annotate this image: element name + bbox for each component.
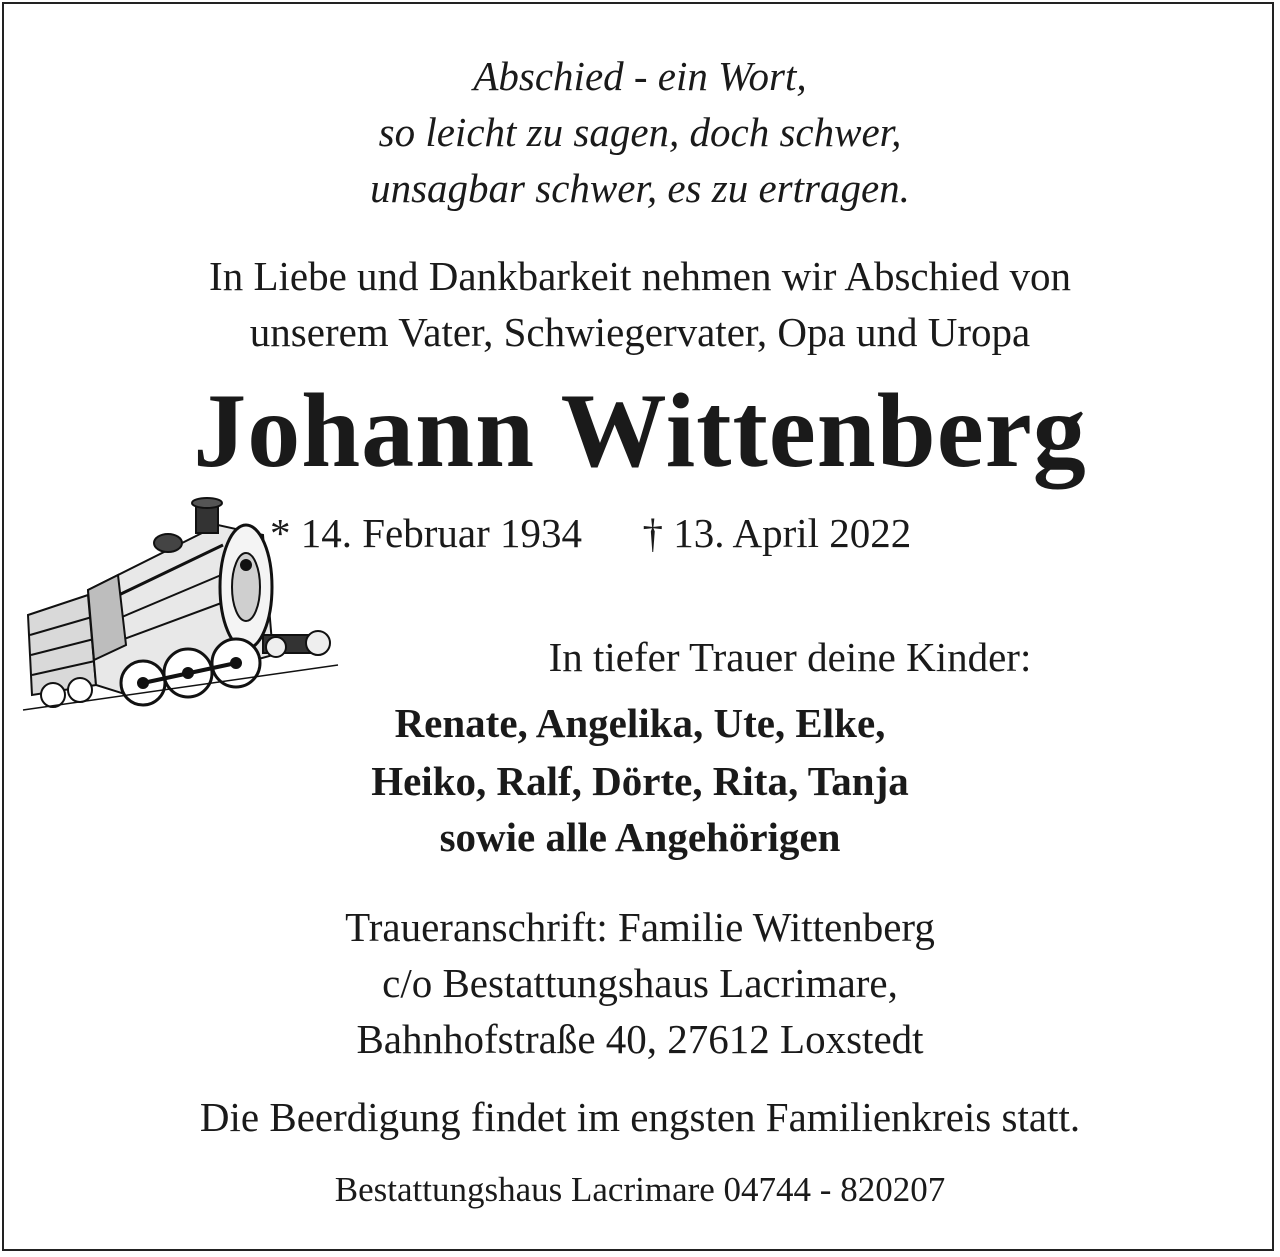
intro-line-2: unserem Vater, Schwiegervater, Opa und Uropa (249, 309, 1031, 355)
mourners-heading: In tiefer Trauer deine Kinder: (548, 634, 1032, 680)
death-date: † 13. April 2022 (642, 510, 912, 556)
address-line-1: Traueranschrift: Familie Wittenberg (345, 904, 935, 950)
mourners-line-2: Heiko, Ralf, Dörte, Rita, Tanja (371, 758, 909, 804)
burial-notice: Die Beerdigung findet im engsten Familienkreis statt. (199, 1094, 1081, 1140)
deceased-name: Johann Wittenberg (193, 372, 1087, 489)
mourners-line-3: sowie alle Angehörigen (439, 814, 841, 860)
poem-line-1: Abschied - ein Wort, (473, 53, 807, 99)
funeral-home-contact: Bestattungshaus Lacrimare 04744 - 820207 (334, 1170, 946, 1209)
steam-locomotive-icon (18, 495, 348, 725)
intro-line-1: In Liebe und Dankbarkeit nehmen wir Abschied von (209, 253, 1071, 299)
mourners-line-1: Renate, Angelika, Ute, Elke, (394, 700, 886, 746)
birth-date: * 14. Februar 1934 (270, 510, 583, 556)
poem-line-2: so leicht zu sagen, doch schwer, (378, 109, 902, 155)
address-line-2: c/o Bestattungshaus Lacrimare, (382, 960, 898, 1006)
poem-line-3: unsagbar schwer, es zu ertragen. (370, 165, 910, 211)
address-line-3: Bahnhofstraße 40, 27612 Loxstedt (356, 1016, 924, 1062)
life-dates (270, 508, 1010, 558)
